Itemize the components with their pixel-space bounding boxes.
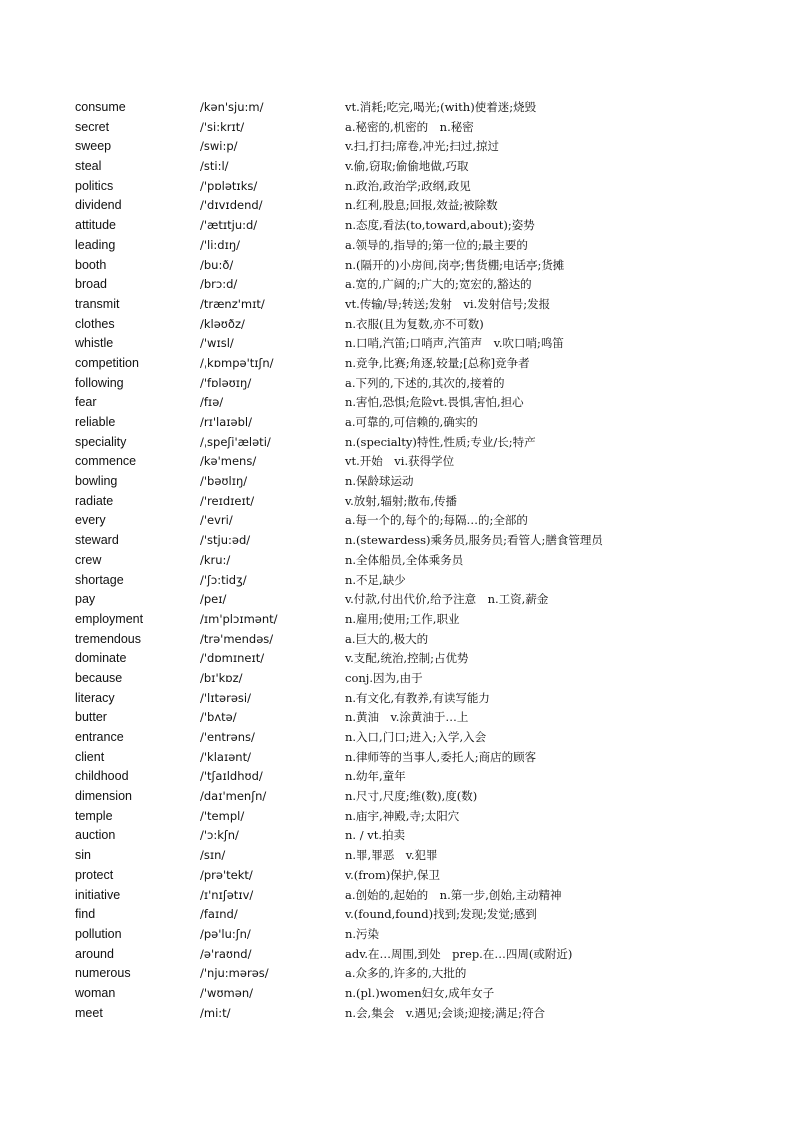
vocab-phonetic: /'dɒmɪneɪt/ [200, 651, 265, 666]
vocab-phonetic: /bɪ'kɒz/ [200, 670, 243, 685]
vocab-word: client [75, 749, 105, 764]
vocab-row [75, 787, 775, 807]
vocab-word: tremendous [75, 631, 142, 646]
vocabulary-list [75, 98, 775, 1023]
vocab-row [75, 630, 775, 650]
vocab-phonetic: /kən'sju:m/ [200, 100, 264, 114]
vocab-phonetic: /'nju:mərəs/ [200, 966, 269, 981]
vocab-phonetic: /ɪm'plɔɪmənt/ [200, 611, 278, 626]
vocab-phonetic: /swi:p/ [200, 139, 238, 154]
vocab-definition: n.(stewardess)乘务员,服务员;看管人;膳食管理员 [345, 533, 603, 548]
vocab-phonetic: /'ʃɔ:tidʒ/ [200, 572, 247, 587]
vocab-definition: v.放射,辐射;散布,传播 [345, 493, 457, 508]
vocab-phonetic: /faɪnd/ [200, 907, 238, 922]
vocab-phonetic: /'lɪtərəsi/ [200, 690, 251, 705]
vocab-word: bowling [75, 474, 118, 489]
vocab-word: sweep [75, 139, 112, 154]
vocab-phonetic: /'entrəns/ [200, 730, 255, 744]
vocab-word: following [75, 375, 124, 390]
vocab-word: fear [75, 395, 97, 410]
vocab-word: around [75, 946, 114, 961]
vocab-word: attitude [75, 218, 117, 233]
vocab-row [75, 354, 775, 374]
vocab-row [75, 275, 775, 295]
vocab-definition: vt.消耗;吃完,喝光;(with)使着迷;烧毁 [345, 100, 537, 114]
vocab-phonetic: /'bʌtə/ [200, 710, 237, 725]
vocab-row [75, 157, 775, 177]
vocab-definition: a.宽的,广阔的;广大的;宽宏的,豁达的 [345, 277, 532, 292]
vocab-phonetic: /'evri/ [200, 513, 233, 528]
vocab-definition: v.付款,付出代价,给予注意 n.工资,薪金 [345, 592, 549, 607]
vocab-definition: n.有文化,有教养,有读写能力 [345, 690, 490, 705]
vocab-row [75, 826, 775, 846]
vocab-phonetic: /trə'mendəs/ [200, 631, 274, 646]
vocab-word: find [75, 907, 96, 922]
vocab-definition: a.每一个的,每个的;每隔…的;全部的 [345, 513, 528, 528]
vocab-definition: n.入口,门口;进入;入学,入会 [345, 730, 487, 744]
vocab-definition: vt.传输/导;转送;发射 vi.发射信号;发报 [345, 296, 551, 311]
vocab-word: auction [75, 828, 116, 843]
vocab-word: booth [75, 257, 107, 272]
vocab-phonetic: /'ɔ:kʃn/ [200, 828, 239, 843]
vocab-definition: a.创始的,起始的 n.第一步,创始,主动精神 [345, 887, 562, 902]
vocab-phonetic: /'tʃaɪldhʊd/ [200, 769, 263, 784]
vocab-word: radiate [75, 493, 114, 508]
vocab-row [75, 551, 775, 571]
vocab-phonetic: /kə'mens/ [200, 454, 257, 469]
vocab-word: numerous [75, 966, 131, 981]
vocab-row [75, 708, 775, 728]
vocab-row [75, 177, 775, 197]
vocab-definition: adv.在…周围,到处 prep.在…四周(或附近) [345, 946, 573, 961]
vocab-word: dimension [75, 789, 132, 804]
vocab-row [75, 315, 775, 335]
vocab-word: competition [75, 355, 139, 370]
vocab-word: clothes [75, 316, 115, 331]
vocab-phonetic: /'bəʊlɪŋ/ [200, 474, 248, 489]
vocab-phonetic: /fɪə/ [200, 395, 224, 410]
vocab-row [75, 945, 775, 965]
vocab-definition: a.秘密的,机密的 n.秘密 [345, 119, 474, 134]
vocab-row [75, 216, 775, 236]
vocab-definition: conj.因为,由于 [345, 670, 423, 685]
vocab-phonetic: /prə'tekt/ [200, 867, 253, 882]
vocab-row [75, 393, 775, 413]
vocab-phonetic: /sɪn/ [200, 848, 226, 863]
vocab-row [75, 905, 775, 925]
vocab-word: employment [75, 611, 144, 626]
vocab-phonetic: /'li:dɪŋ/ [200, 237, 241, 252]
vocab-phonetic: /'templ/ [200, 808, 245, 823]
vocab-row [75, 118, 775, 138]
vocab-phonetic: /'stju:əd/ [200, 533, 251, 548]
vocab-definition: n.口哨,汽笛;口哨声,汽笛声 v.吹口哨;鸣笛 [345, 336, 564, 351]
vocab-word: steal [75, 159, 102, 174]
vocab-word: protect [75, 867, 114, 882]
vocab-definition: n.(隔开的)小房间,岗亭;售货棚;电话亭;货摊 [345, 257, 565, 272]
vocab-phonetic: /kru:/ [200, 552, 231, 567]
vocab-phonetic: /pə'lu:ʃn/ [200, 926, 251, 941]
vocab-definition: a.下列的,下述的,其次的,接着的 [345, 375, 505, 390]
vocab-definition: n.幼年,童年 [345, 769, 406, 784]
vocab-definition: n.态度,看法(to,toward,about);姿势 [345, 218, 535, 233]
vocab-row [75, 196, 775, 216]
vocab-word: pay [75, 592, 96, 607]
vocab-row [75, 925, 775, 945]
vocab-definition: n.污染 [345, 926, 380, 941]
vocab-row [75, 1004, 775, 1024]
vocab-row [75, 256, 775, 276]
vocab-word: consume [75, 100, 126, 114]
vocab-word: shortage [75, 572, 124, 587]
vocab-definition: n.(specialty)特性,性质;专业/长;特产 [345, 434, 536, 449]
vocab-phonetic: /rɪ'laɪəbl/ [200, 415, 252, 429]
vocab-definition: n.全体船员,全体乘务员 [345, 552, 464, 567]
vocab-word: temple [75, 808, 113, 823]
vocab-phonetic: /brɔ:d/ [200, 277, 238, 292]
vocab-phonetic: /'pɒlətɪks/ [200, 178, 258, 193]
vocab-definition: a.领导的,指导的;第一位的;最主要的 [345, 237, 528, 252]
vocab-definition: n.害怕,恐惧;危险vt.畏惧,害怕,担心 [345, 395, 524, 410]
vocab-word: meet [75, 1005, 103, 1020]
vocab-word: politics [75, 178, 114, 193]
vocab-definition: v.扫,打扫;席卷,冲光;扫过,掠过 [345, 139, 500, 154]
vocab-definition: n.雇用;使用;工作,职业 [345, 611, 460, 626]
vocab-row [75, 689, 775, 709]
vocab-definition: v.(found,found)找到;发现;发觉;感到 [345, 907, 537, 922]
vocab-phonetic: /'wʊmən/ [200, 985, 253, 1000]
vocab-phonetic: /ˌspeʃi'æləti/ [200, 434, 271, 449]
vocab-definition: vt.开始 vi.获得学位 [345, 454, 455, 469]
vocab-row [75, 571, 775, 591]
vocab-word: childhood [75, 769, 129, 784]
vocab-word: broad [75, 277, 107, 292]
vocab-definition: v.(from)保护,保卫 [345, 867, 440, 882]
vocab-word: reliable [75, 415, 116, 429]
vocab-word: whistle [75, 336, 114, 351]
vocab-definition: n.黄油 v.涂黄油于…上 [345, 710, 469, 725]
vocab-row [75, 98, 775, 118]
vocab-row [75, 984, 775, 1004]
vocab-phonetic: /ə'raʊnd/ [200, 946, 252, 961]
vocab-word: commence [75, 454, 137, 469]
vocab-row [75, 452, 775, 472]
vocab-phonetic: /'si:krɪt/ [200, 119, 245, 134]
vocab-definition: n.尺寸,尺度;维(数),度(数) [345, 789, 478, 804]
vocab-row [75, 649, 775, 669]
vocab-definition: n.罪,罪恶 v.犯罪 [345, 848, 438, 863]
vocab-row [75, 334, 775, 354]
vocab-row [75, 295, 775, 315]
vocab-word: initiative [75, 887, 121, 902]
vocab-phonetic: /'ætɪtju:d/ [200, 218, 258, 233]
vocab-definition: n.红利,股息;回报,效益;被除数 [345, 198, 498, 213]
vocab-row [75, 728, 775, 748]
vocab-row [75, 590, 775, 610]
vocab-row [75, 807, 775, 827]
vocab-word: sin [75, 848, 91, 863]
vocab-word: leading [75, 237, 116, 252]
vocab-row [75, 137, 775, 157]
vocab-phonetic: /mi:t/ [200, 1005, 231, 1020]
vocab-phonetic: /peɪ/ [200, 592, 227, 607]
vocab-word: dominate [75, 651, 127, 666]
vocab-phonetic: /ɪ'nɪʃətɪv/ [200, 887, 254, 902]
vocab-definition: a.巨大的,极大的 [345, 631, 429, 646]
vocab-word: dividend [75, 198, 122, 213]
vocab-word: entrance [75, 730, 124, 744]
vocab-definition: n.(pl.)women妇女,成年女子 [345, 985, 495, 1000]
vocab-phonetic: /sti:l/ [200, 159, 229, 174]
vocab-row [75, 531, 775, 551]
vocab-word: crew [75, 552, 102, 567]
vocab-definition: v.偷,窃取;偷偷地做,巧取 [345, 159, 469, 174]
vocab-word: transmit [75, 296, 120, 311]
vocab-phonetic: /trænz'mɪt/ [200, 296, 265, 311]
vocab-row [75, 669, 775, 689]
vocab-phonetic: /kləʊðz/ [200, 316, 245, 331]
vocab-phonetic: /'wɪsl/ [200, 336, 234, 351]
vocab-definition: v.支配,统治,控制;占优势 [345, 651, 469, 666]
vocab-definition: n.会,集会 v.遇见;会谈;迎接;满足;符合 [345, 1005, 546, 1020]
vocab-phonetic: /daɪ'menʃn/ [200, 789, 267, 804]
vocab-phonetic: /'reɪdɪeɪt/ [200, 493, 255, 508]
vocab-row [75, 748, 775, 768]
vocab-definition: n.保龄球运动 [345, 474, 414, 489]
vocab-phonetic: /ˌkɒmpə'tɪʃn/ [200, 355, 274, 370]
vocab-phonetic: /'klaɪənt/ [200, 749, 251, 764]
vocab-row [75, 413, 775, 433]
vocab-row [75, 374, 775, 394]
vocab-row [75, 846, 775, 866]
vocab-definition: n.庙宇,神殿,寺;太阳穴 [345, 808, 460, 823]
vocab-word: steward [75, 533, 119, 548]
vocab-definition: n.律师等的当事人,委托人;商店的顾客 [345, 749, 537, 764]
vocab-word: because [75, 670, 123, 685]
vocab-definition: n.竞争,比赛;角逐,较量;[总称]竞争者 [345, 355, 530, 370]
vocab-word: literacy [75, 690, 115, 705]
vocab-definition: n.不足,缺少 [345, 572, 406, 587]
vocab-phonetic: /'fɒləʊɪŋ/ [200, 375, 252, 390]
vocab-phonetic: /bu:ð/ [200, 257, 234, 272]
vocab-row [75, 433, 775, 453]
vocab-phonetic: /'dɪvɪdend/ [200, 198, 263, 213]
vocab-word: speciality [75, 434, 127, 449]
vocab-row [75, 610, 775, 630]
vocab-row [75, 492, 775, 512]
vocab-word: secret [75, 119, 110, 134]
vocab-row [75, 511, 775, 531]
vocab-row [75, 472, 775, 492]
vocab-word: butter [75, 710, 107, 725]
vocab-row [75, 964, 775, 984]
vocab-row [75, 886, 775, 906]
vocab-definition: a.可靠的,可信赖的,确实的 [345, 415, 478, 429]
vocab-definition: n.政治,政治学;政纲,政见 [345, 178, 471, 193]
vocab-definition: n.衣服(且为复数,亦不可数) [345, 316, 484, 331]
vocab-definition: a.众多的,许多的,大批的 [345, 966, 467, 981]
vocab-row [75, 236, 775, 256]
vocab-row [75, 866, 775, 886]
vocab-definition: n. / vt.拍卖 [345, 828, 406, 843]
vocab-word: every [75, 513, 106, 528]
vocab-word: pollution [75, 926, 122, 941]
vocab-word: woman [75, 985, 116, 1000]
vocab-row [75, 767, 775, 787]
